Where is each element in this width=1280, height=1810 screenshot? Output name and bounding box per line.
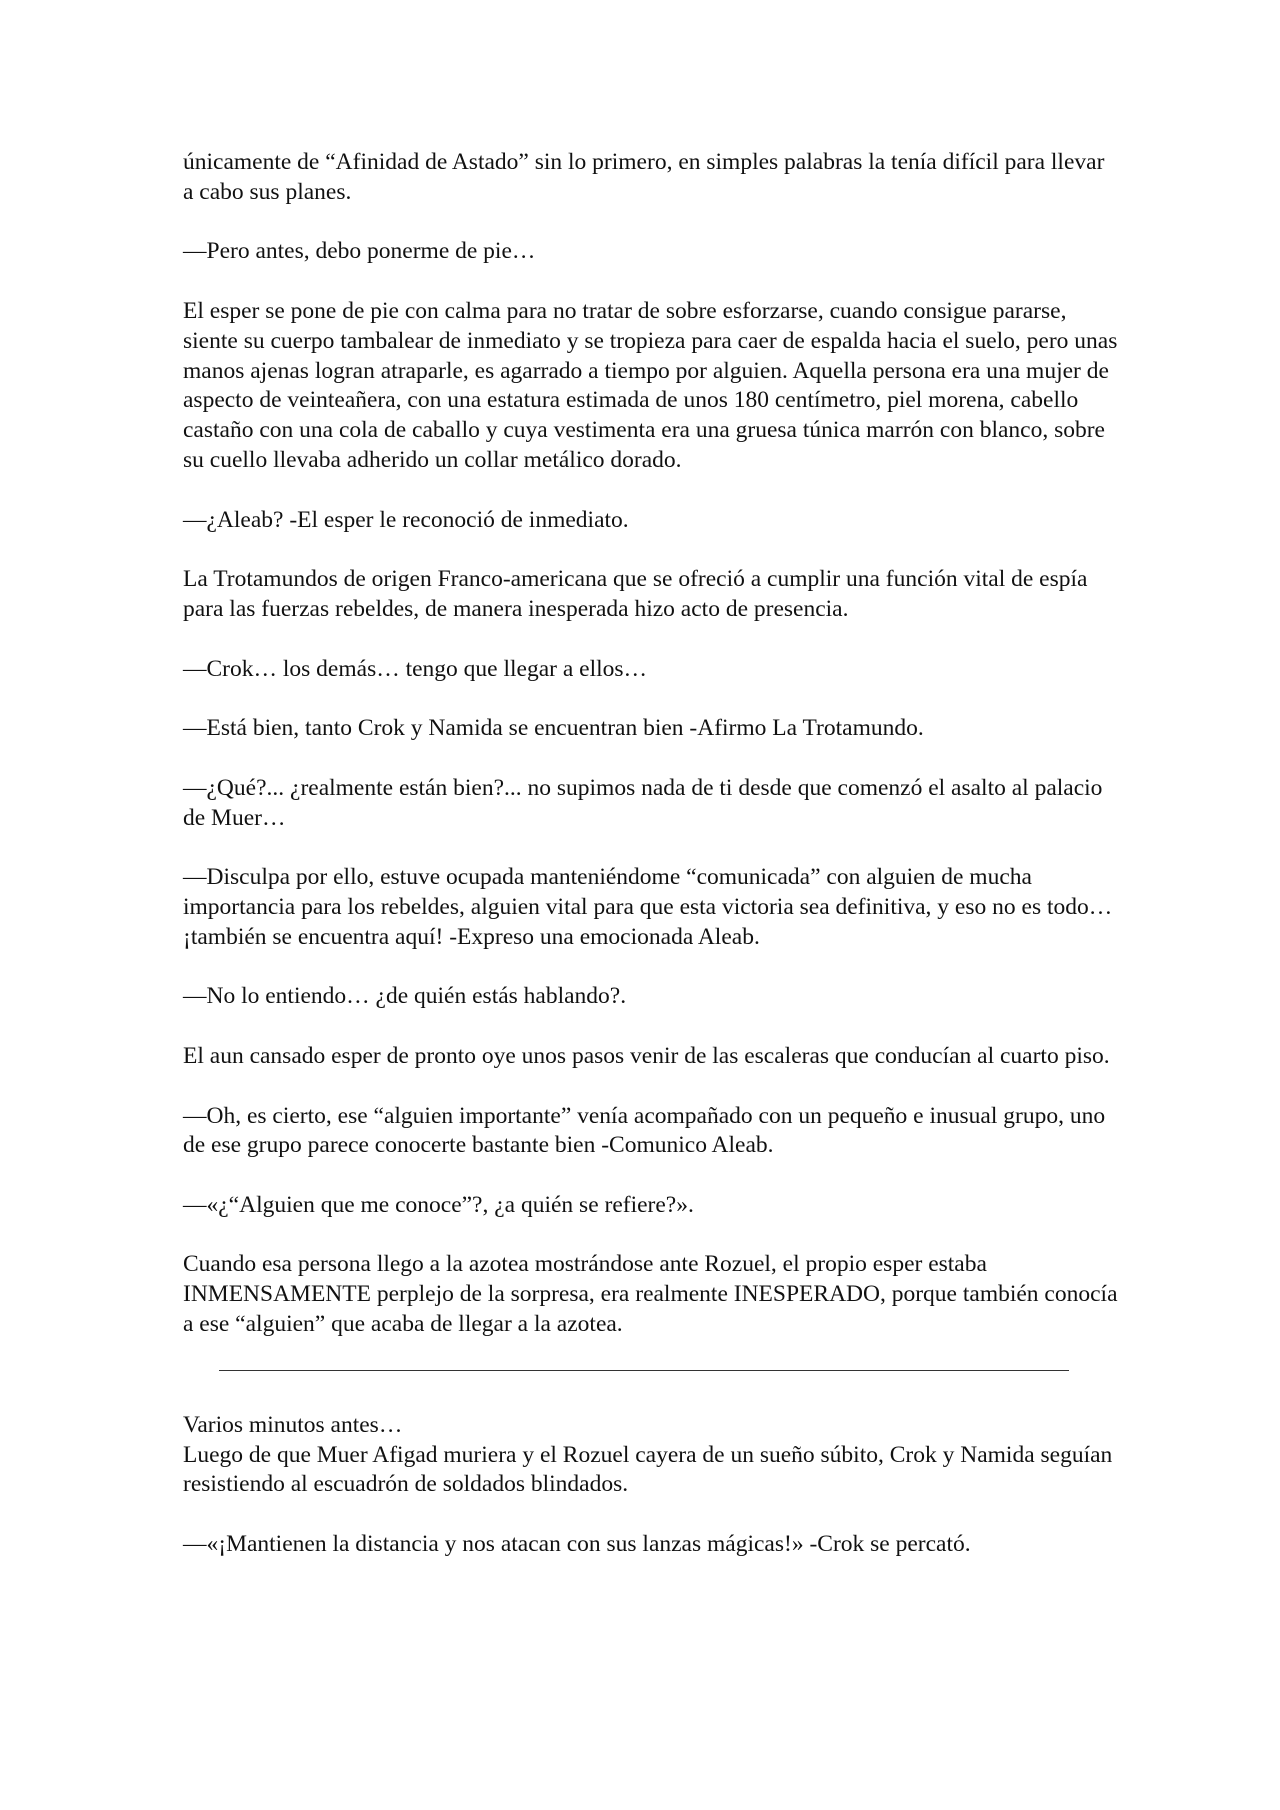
paragraph: —«¡Mantienen la distancia y nos atacan con sus lanzas mágicas!» -Crok se percató.: [183, 1531, 971, 1558]
paragraph: La Trotamundos de origen Franco-americana que se ofreció a cumplir una función vital de espía para las fuerzas rebeldes, de manera inesperada hizo acto de presencia.: [183, 566, 1088, 622]
paragraph: —Está bien, tanto Crok y Namida se encuentran bien -Afirmo La Trotamundo.: [183, 715, 924, 742]
paragraph: —Oh, es cierto, ese “alguien importante” venía acompañado con un pequeño e inusual grupo, uno de ese grupo parece conocerte bastante bien -Comunico Aleab.: [183, 1102, 1106, 1159]
paragraph: El aun cansado esper de pronto oye unos pasos venir de las escaleras que conducían al cuarto piso.: [183, 1042, 1110, 1069]
paragraph: Varios minutos antes…: [183, 1411, 403, 1438]
paragraph: —¿Qué?... ¿realmente están bien?... no supimos nada de ti desde que comenzó el asalto al palacio de Muer…: [183, 774, 1103, 831]
paragraph: —¿Aleab? -El esper le reconoció de inmediato.: [183, 506, 629, 533]
paragraph: únicamente de “Afinidad de Astado” sin lo primero, en simples palabras la tenía difícil para llevar a cabo sus planes.: [183, 149, 1105, 205]
paragraph: —Crok… los demás… tengo que llegar a ellos…: [183, 655, 648, 682]
paragraph: Cuando esa persona llego a la azotea mostrándose ante Rozuel, el propio esper estaba INMENSAMENTE perplejo de la sorpresa, era realmente INESPERADO, porque también conocía a ese “alguien” que acaba de llegar a la azotea.: [183, 1251, 1118, 1338]
paragraph: —Disculpa por ello, estuve ocupada manteniéndome “comunicada” con alguien de mucha importancia para los rebeldes, alguien vital para que esta victoria sea definitiva, y eso no es todo… ¡también se encuentra aquí! -Expreso una emocionada Aleab.: [183, 864, 1113, 950]
paragraph: Luego de que Muer Afigad muriera y el Rozuel cayera de un sueño súbito, Crok y Namida seguían resistiendo al escuadrón de soldados blindados.: [183, 1441, 1113, 1498]
paragraph: —No lo entiendo… ¿de quién estás hablando?.: [183, 983, 627, 1010]
document-page: [183, 148, 1118, 1590]
paragraph: —«¿“Alguien que me conoce”?, ¿a quién se refiere?».: [183, 1191, 694, 1218]
section-separator: [219, 1370, 1069, 1371]
paragraph: —Pero antes, debo ponerme de pie…: [183, 238, 536, 265]
paragraph: El esper se pone de pie con calma para no tratar de sobre esforzarse, cuando consigue pararse, siente su cuerpo tambalear de inmediato y se tropieza para caer de espalda hacia el suelo, pero unas manos ajenas logran atraparle, es agarrado a tiempo por alguien. Aquella persona era una mujer de aspecto de veinteañera, con una estatura estimada de unos 180 centímetro, piel morena, cabello castaño con una cola de caballo y cuya vestimenta era una gruesa túnica marrón con blanco, sobre su cuello llevaba adherido un collar metálico dorado.: [183, 297, 1118, 473]
